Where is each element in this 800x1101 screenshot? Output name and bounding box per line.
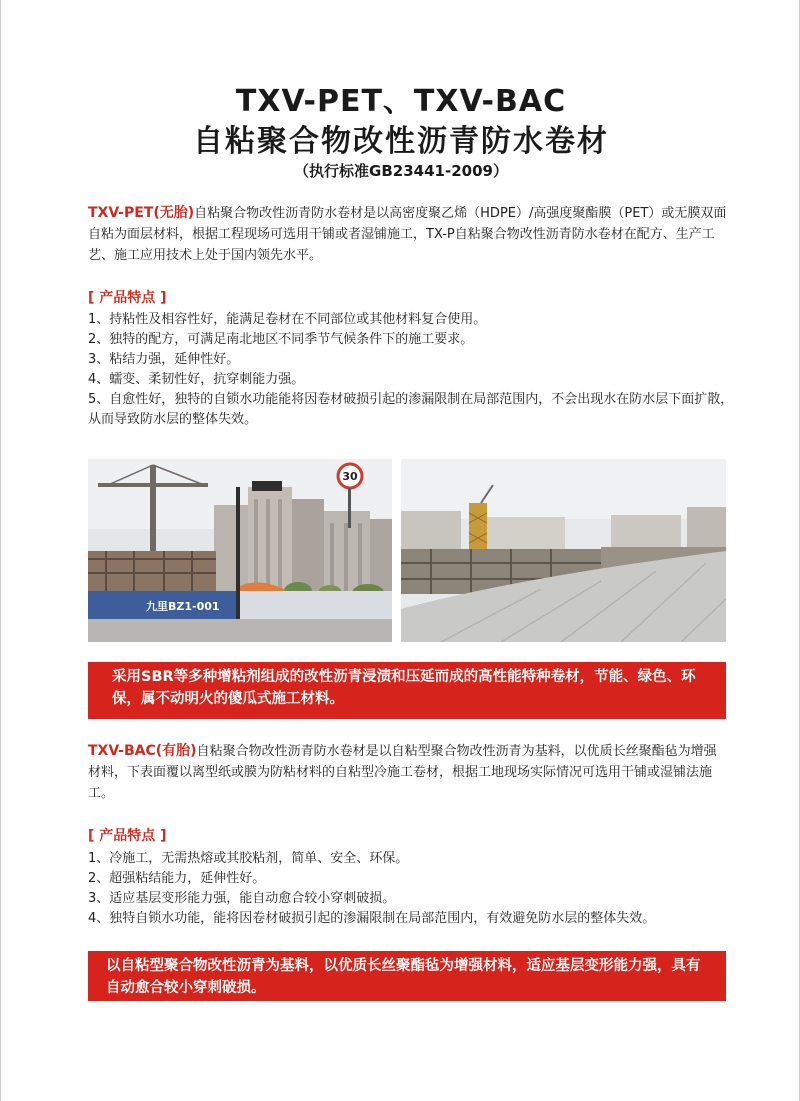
list-item: 2、独特的配方，可满足南北地区不同季节气候条件下的施工要求。 bbox=[88, 332, 474, 347]
pet-description bbox=[88, 203, 728, 266]
bac-features-list bbox=[88, 849, 738, 929]
title-chinese: 自粘聚合物改性沥青防水卷材 bbox=[193, 124, 609, 159]
hoarding-text: 九里BZ1-001 bbox=[146, 600, 220, 613]
list-item: 1、冷施工，无需热熔或其胶粘剂，简单、安全、环保。 bbox=[88, 851, 409, 866]
pet-highlight-banner: 采用SBR等多种增粘剂组成的改性沥青浸渍和压延而成的高性能特种卷材，节能、绿色、环保，属不动明火的傻瓜式施工材料。 bbox=[88, 662, 726, 719]
speed-sign-text: 30 bbox=[342, 470, 358, 483]
bac-lead: TXV-BAC(有胎) bbox=[88, 743, 197, 759]
bac-description-text: 自粘聚合物改性沥青防水卷材是以自粘型聚合物改性沥青为基料，以优质长丝聚酯毡为增强材料，下表面覆以离型纸或膜为防粘材料的自粘型冷施工卷材，根据工地现场实际情况可选用干铺或湿铺法施工。 bbox=[88, 744, 717, 801]
list-item: 2、超强粘结能力，延伸性好。 bbox=[88, 871, 266, 886]
standard-reference: （执行标准GB23441-2009） bbox=[294, 162, 508, 180]
title-english: TXV-PET、TXV-BAC bbox=[235, 84, 567, 119]
pet-description-text: 自粘聚合物改性沥青防水卷材是以高密度聚乙烯（HDPE）/高强度聚酯膜（PET）或无膜双面自粘为面层材料，根据工程现场可选用干铺或者湿铺施工，TX-P自粘聚合物改性沥青防水卷材在配方、生产工艺、施工应用技术上处于国内领先水平。 bbox=[88, 206, 727, 263]
roof-waterproofing-photo bbox=[401, 459, 726, 642]
list-item: 3、粘结力强，延伸性好。 bbox=[88, 352, 240, 367]
list-item: 4、蠕变、柔韧性好，抗穿刺能力强。 bbox=[88, 372, 305, 387]
bac-highlight-banner: 以自粘型聚合物改性沥青为基料，以优质长丝聚酯毡为增强材料，适应基层变形能力强，具有自动愈合较小穿刺破损。 bbox=[88, 951, 726, 1001]
pet-features-list bbox=[88, 310, 738, 430]
pet-lead: TXV-PET(无胎) bbox=[88, 205, 195, 221]
pet-features-title: [ 产品特点 ] bbox=[88, 290, 167, 306]
bac-description bbox=[88, 741, 728, 804]
construction-site-photo bbox=[88, 459, 392, 642]
list-item: 3、适应基层变形能力强，能自动愈合较小穿刺破损。 bbox=[88, 891, 396, 906]
list-item: 1、持粘性及相容性好，能满足卷材在不同部位或其他材料复合使用。 bbox=[88, 312, 487, 327]
list-item: 4、独特自锁水功能，能将因卷材破损引起的渗漏限制在局部范围内，有效避免防水层的整体失效。 bbox=[88, 911, 656, 926]
bac-features-title: [ 产品特点 ] bbox=[88, 828, 167, 844]
list-item: 5、自愈性好，独特的自锁水功能能将因卷材破损引起的渗漏限制在局部范围内，不会出现水在防水层下面扩散，从而导致防水层的整体失效。 bbox=[88, 392, 734, 427]
